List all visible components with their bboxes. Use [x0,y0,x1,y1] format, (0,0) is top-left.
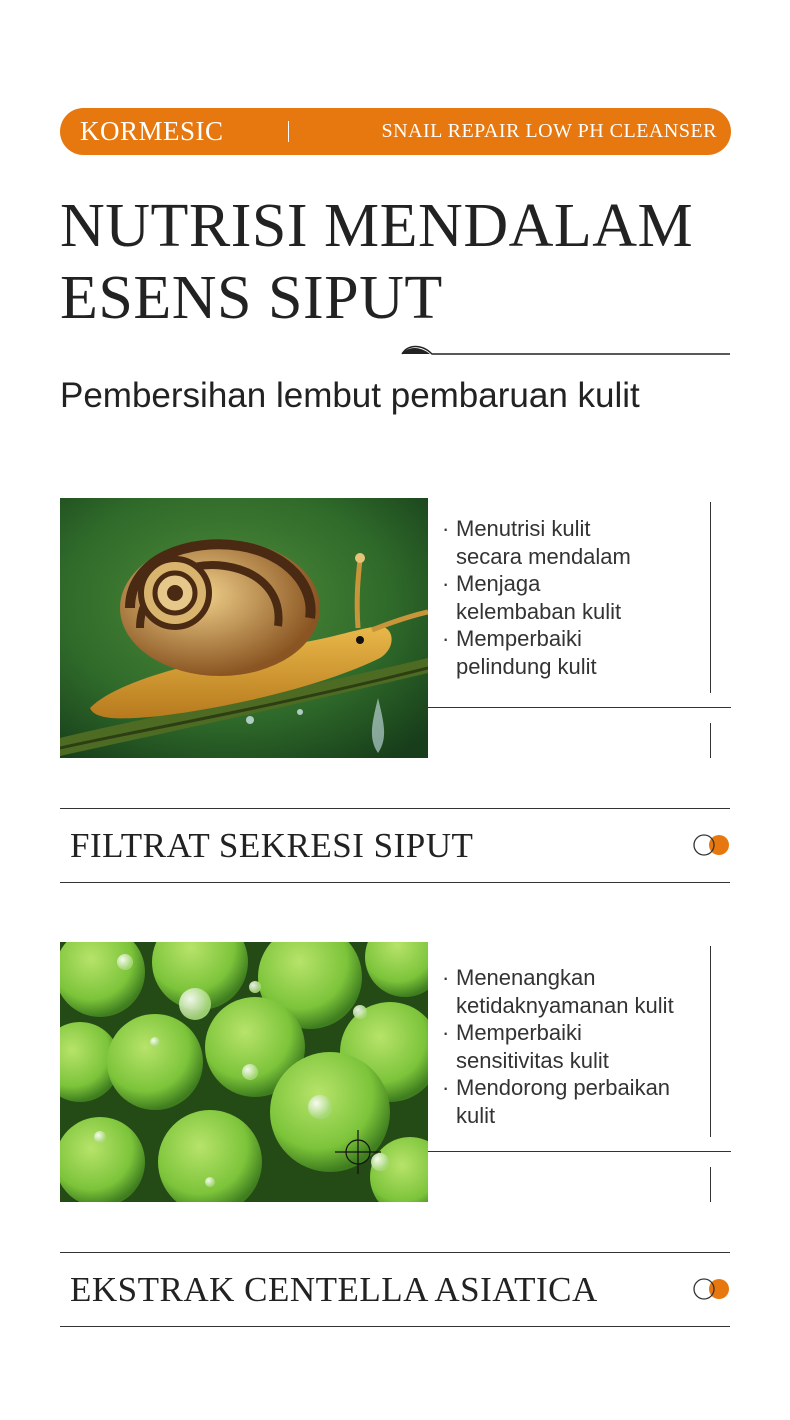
benefit-line: secara mendalam [456,543,631,569]
list-item [442,1074,674,1129]
banner-divider [288,121,289,142]
divider-line [710,946,711,1137]
divider-line [428,707,731,708]
overlapping-circles-icon [692,1277,732,1301]
centella-leaves-photo [60,942,428,1202]
list-item [442,515,631,570]
page-headline [60,190,693,334]
benefit-line: sensitivitas kulit [456,1047,609,1073]
snail-benefits-list [442,515,631,680]
benefit-line: ketidaknyamanan kulit [456,992,674,1018]
header-banner [60,108,731,155]
divider-line [710,1167,711,1202]
brand-logo: KORMESIC [80,116,224,146]
ingredient-title-centella: EKSTRAK CENTELLA ASIATICA [70,1270,598,1309]
benefit-line: pelindung kulit [456,653,597,679]
divider-line [710,723,711,758]
snail-photo [60,498,428,758]
benefit-line: kulit [456,1102,496,1128]
benefit-line: · Menutrisi kulit [456,516,591,541]
divider-line [60,808,730,809]
headline-line-2: ESENS SIPUT [60,264,443,332]
benefit-line: kelembaban kulit [456,598,622,624]
divider-line [428,1151,731,1152]
list-item [442,1019,674,1074]
headline-line-1: NUTRISI MENDALAM [60,192,694,260]
divider-line [60,1252,730,1253]
divider-line [710,502,711,693]
ingredient-title-snail: FILTRAT SEKRESI SIPUT [70,826,474,865]
swoosh-divider [400,342,732,358]
benefit-line: · Menjaga [456,571,541,596]
benefit-line: · Memperbaiki [456,626,582,651]
benefit-line: · Menenangkan [456,965,596,990]
product-name: SNAIL REPAIR LOW PH CLEANSER [381,120,717,142]
overlapping-circles-icon [692,833,732,857]
benefit-line: · Memperbaiki [456,1020,582,1045]
benefit-line: · Mendorong perbaikan [456,1075,671,1100]
list-item [442,625,631,680]
divider-line [60,1326,730,1327]
list-item [442,964,674,1019]
list-item [442,570,631,625]
page-subtitle: Pembersihan lembut pembaruan kulit [60,376,640,415]
divider-line [60,882,730,883]
centella-benefits-list [442,964,674,1129]
